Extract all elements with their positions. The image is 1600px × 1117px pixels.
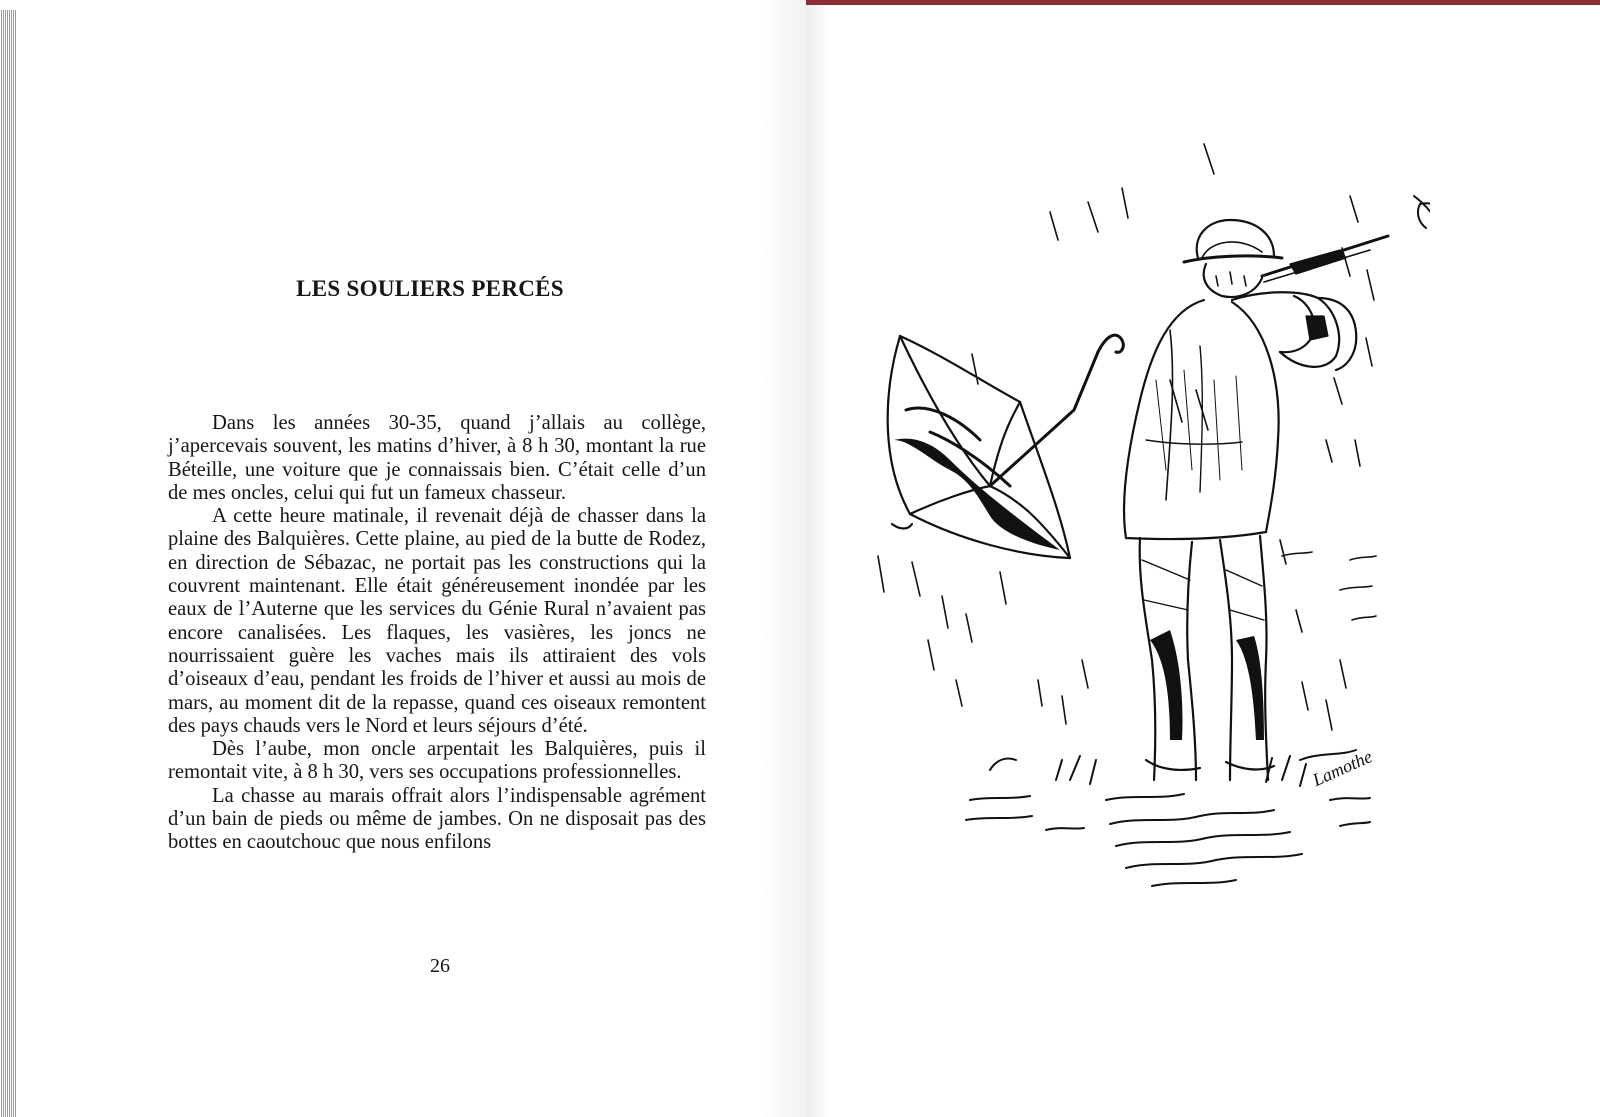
- paragraph: Dans les années 30-35, quand j’allais au collège, j’apercevais souvent, les matins d’hiver, à 8 h 30, montant la rue Béteille, une voiture que je connaissais bien. C’était celle d’un de mes oncles, celui qui fut un fameux chasseur.: [168, 412, 706, 504]
- page-top-edge: [806, 0, 1600, 5]
- paragraph: Dès l’aube, mon oncle arpentait les Balquières, puis il remontait vite, à 8 h 30, vers ses occupations professionnelles.: [168, 738, 706, 784]
- chapter-title: LES SOULIERS PERCÉS: [296, 276, 564, 301]
- rain-streaks: [878, 144, 1374, 730]
- hunter-drawing: [1124, 220, 1388, 780]
- page-number: 26: [430, 955, 450, 977]
- paragraph: La chasse au marais offrait alors l’indispensable agrément d’un bain de pieds ou même de jambes. On ne disposait pas des bottes en caoutchouc que nous enfilons: [168, 784, 706, 854]
- hunter-in-rain-illustration: [870, 140, 1430, 900]
- paragraph: A cette heure matinale, il revenait déjà de chasser dans la plaine des Balquières. Cette plaine, au pied de la butte de Rodez, en direction de Sébazac, ne portait pas les constructions qui la couvrent maintenant. Elle était généreusement inondée par les eaux de l’Auterne que les services du Génie Rural n’avaient pas encore canalisées. Les flaques, les vasières, les joncs ne nourrissaient guère les vaches mais ils attiraient des vols d’oiseaux d’eau, pendant les froids de l’hiver et aussi au mois de mars, au moment dit de la repasse, quand ces oiseaux remontent des pays chauds vers le Nord et leurs séjours d’été.: [168, 505, 706, 737]
- page-edges: [0, 10, 16, 1117]
- bird-icon: [1414, 196, 1430, 228]
- body-text: [168, 412, 706, 855]
- artist-signature: Lamothe: [1309, 746, 1376, 791]
- umbrella-drawing: [888, 335, 1124, 558]
